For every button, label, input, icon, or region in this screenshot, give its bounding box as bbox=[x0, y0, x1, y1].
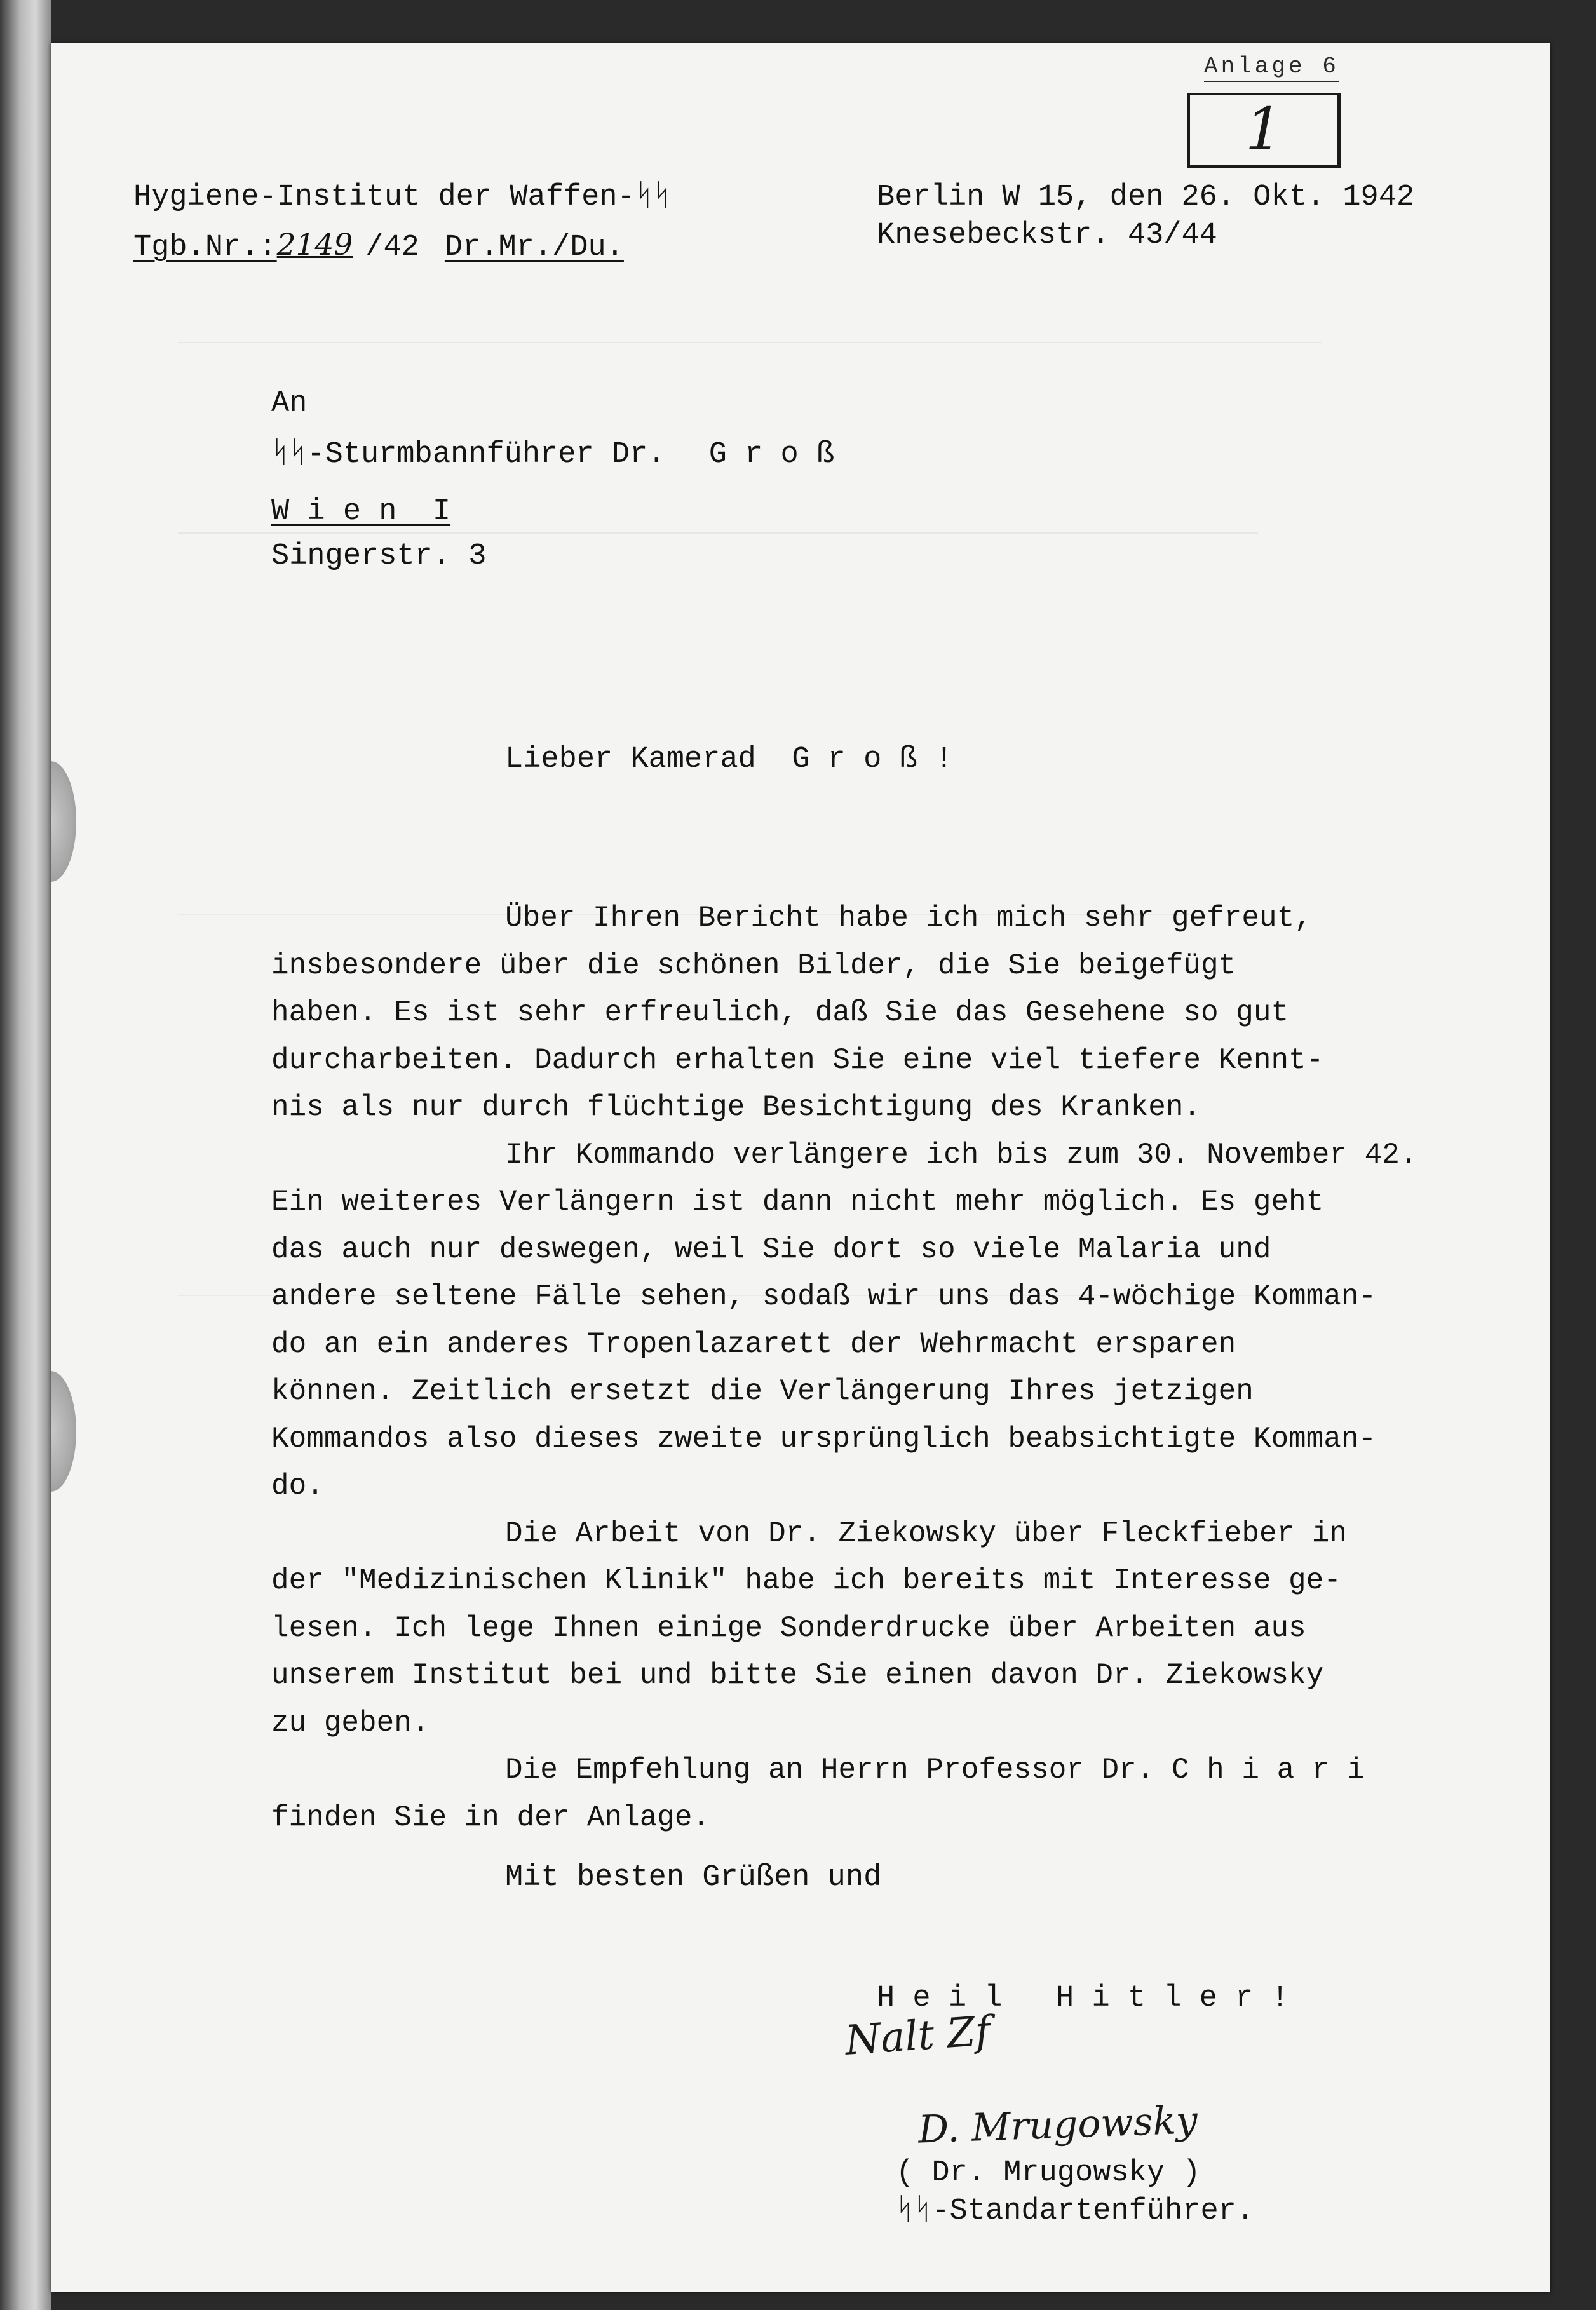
handwritten-signature: D. Mrugowsky bbox=[917, 2098, 1198, 2152]
annex-label: Anlage 6 bbox=[1204, 53, 1339, 82]
place-and-date: Berlin W 15, den 26. Okt. 1942 bbox=[877, 180, 1415, 214]
body-line: do. bbox=[271, 1469, 324, 1503]
sender-institute: Hygiene-Institut der Waffen-ᛋᛋ bbox=[133, 180, 672, 214]
signer-name: ( Dr. Mrugowsky ) bbox=[896, 2156, 1201, 2190]
body-line: zu geben. bbox=[271, 1706, 429, 1739]
body-line: können. Zeitlich ersetzt die Verlängerung Ihres jetzigen bbox=[271, 1375, 1254, 1408]
salute: H e i l H i t l e r ! bbox=[877, 1982, 1289, 2015]
reference-initials: Dr.Mr./Du. bbox=[444, 231, 624, 264]
body-line: do an ein anderes Tropenlazarett der Wehrmacht ersparen bbox=[271, 1327, 1236, 1361]
body-line: Die Empfehlung an Herrn Professor Dr. C h i a r i bbox=[505, 1753, 1365, 1787]
recipient-address: Singerstr. 3 bbox=[271, 539, 487, 573]
letter-body bbox=[271, 895, 1417, 1841]
body-line: nis als nur durch flüchtige Besichtigung des Kranken. bbox=[271, 1091, 1201, 1124]
handwritten-initials: Nalt Zf bbox=[843, 2008, 992, 2065]
signer-rank: ᛋᛋ-Standartenführer. bbox=[896, 2194, 1255, 2228]
reference-number: 2149 bbox=[276, 227, 353, 262]
closing-phrase: Mit besten Grüßen und bbox=[505, 1861, 882, 1895]
body-line: Kommandos also dieses zweite ursprünglich beabsichtigte Komman- bbox=[271, 1422, 1377, 1456]
body-line: der "Medizinischen Klinik" habe ich bereits mit Interesse ge- bbox=[271, 1564, 1341, 1597]
recipient-city: W i e n I bbox=[271, 495, 451, 529]
recipient-surname: G r o ß bbox=[708, 438, 835, 471]
punch-hole-lower bbox=[51, 1371, 76, 1492]
punch-hole-upper bbox=[51, 761, 76, 882]
page-number-stamp bbox=[1187, 93, 1341, 168]
body-line: andere seltene Fälle sehen, sodaß wir uns das 4-wöchige Komman- bbox=[271, 1280, 1377, 1313]
book-binding bbox=[0, 0, 51, 2310]
reference-prefix: Tgb.Nr.: bbox=[133, 231, 277, 264]
body-line: finden Sie in der Anlage. bbox=[271, 1800, 710, 1834]
body-line: insbesondere über die schönen Bilder, die Sie beigefügt bbox=[271, 949, 1236, 982]
body-line: das auch nur deswegen, weil Sie dort so viele Malaria und bbox=[271, 1233, 1271, 1266]
document-page bbox=[51, 43, 1550, 2292]
body-line: unserem Institut bei und bitte Sie einen davon Dr. Ziekowsky bbox=[271, 1659, 1324, 1692]
reference-suffix: /42 bbox=[365, 231, 419, 264]
body-line: Die Arbeit von Dr. Ziekowsky über Fleckfieber in bbox=[505, 1516, 1348, 1550]
greeting: Lieber Kamerad G r o ß ! bbox=[505, 743, 954, 776]
body-line: Ein weiteres Verlängern ist dann nicht mehr möglich. Es geht bbox=[271, 1185, 1324, 1219]
street-address: Knesebeckstr. 43/44 bbox=[877, 219, 1217, 252]
body-line: durcharbeiten. Dadurch erhalten Sie eine viel tiefere Kennt- bbox=[271, 1043, 1324, 1077]
body-line: haben. Es ist sehr erfreulich, daß Sie das Gesehene so gut bbox=[271, 996, 1289, 1029]
recipient-to: An bbox=[271, 387, 308, 421]
body-line: Ihr Kommando verlängere ich bis zum 30. November 42. bbox=[505, 1138, 1417, 1172]
page-number: 1 bbox=[1245, 95, 1283, 163]
body-line: Über Ihren Bericht habe ich mich sehr gefreut, bbox=[505, 902, 1312, 935]
reference-line bbox=[133, 227, 624, 266]
recipient-name-line bbox=[271, 437, 834, 473]
body-line: lesen. Ich lege Ihnen einige Sonderdrucke über Arbeiten aus bbox=[271, 1611, 1306, 1645]
recipient-rank: ᛋᛋ-Sturmbannführer Dr. bbox=[271, 438, 666, 471]
